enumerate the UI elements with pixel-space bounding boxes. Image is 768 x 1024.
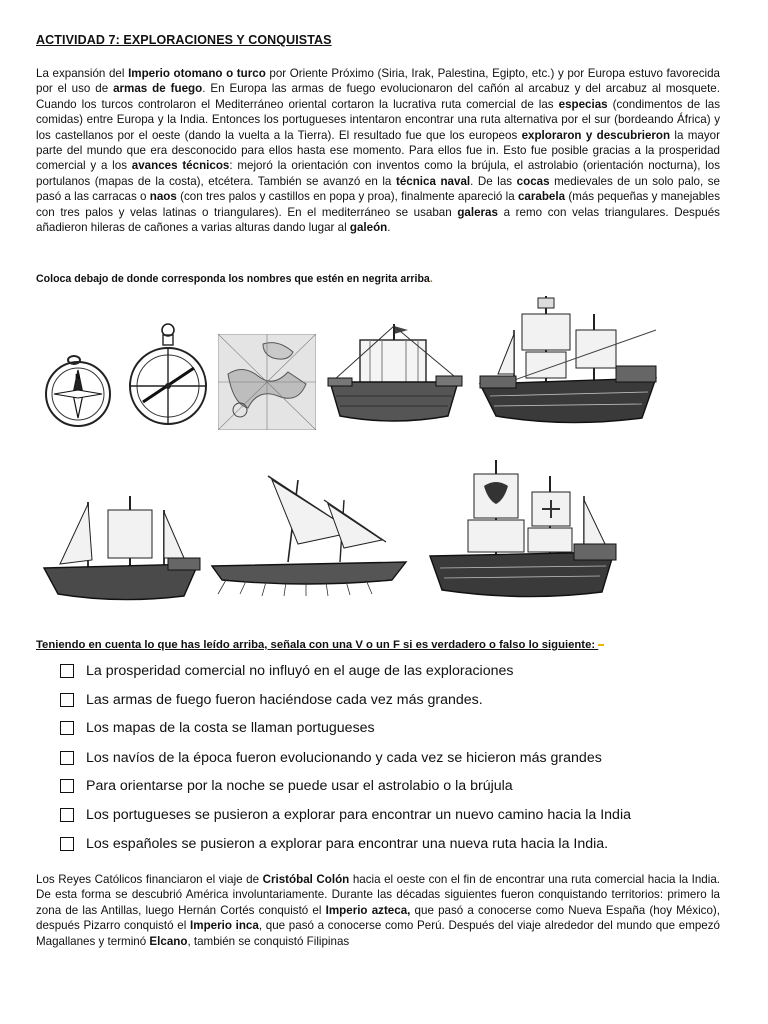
bold-term: especias <box>558 97 608 111</box>
bold-term: Imperio inca <box>190 919 259 933</box>
answer-checkbox[interactable] <box>60 693 74 707</box>
text-run: . De las <box>470 174 517 188</box>
question-item <box>60 747 602 769</box>
text-run: , que pasó a conocerse como Perú. Después del viaje alrededor del mundo que empezó Magallanes y terminó <box>36 919 720 948</box>
instruction-period: . <box>429 273 433 285</box>
text-run: la mayor parte del mundo que era desconocido para ellos hasta ese momento. Para ellos fue in. Esto fue posible gracias a la prosperidad comercial y a los <box>36 128 720 173</box>
text-run: : mejoró la orientación con inventos como la brújula, el astrolabio (orientación nocturna), los portulanos (mapas de la costa), etcétera. También se avanzó en la <box>36 159 721 188</box>
intro-paragraph <box>36 66 720 235</box>
answer-checkbox[interactable] <box>60 751 74 765</box>
compass-image <box>40 352 118 430</box>
bold-term: galeón <box>349 221 388 235</box>
text-run: La expansión del <box>36 67 129 80</box>
question-item <box>60 833 608 855</box>
text-run: (con tres palos y castillos en popa y proa), finalmente apareció la <box>176 190 518 204</box>
bold-term: exploraron y descubrieron <box>521 128 671 142</box>
question-item <box>60 804 631 826</box>
text-run: hacia el oeste con el fin de encontrar una ruta comercial hacia la India. De esta forma se descubrió América involuntariamente. Durante las décadas siguientes fueron conquistando territorios: primero la zona de las Antillas, luego Hernán Cortés conquistó el <box>36 873 720 917</box>
bold-term: galeras <box>457 205 498 219</box>
bold-term: avances técnicos <box>131 159 230 173</box>
answer-checkbox[interactable] <box>60 837 74 851</box>
question-item <box>60 717 375 739</box>
bold-term: Cristóbal Colón <box>262 873 350 886</box>
bold-term: Imperio azteca, <box>325 903 411 917</box>
question-text: Las armas de fuego fueron haciéndose cada vez más grandes. <box>86 692 483 708</box>
question-text: Los españoles se pusieron a explorar para encontrar una nueva ruta hacia la India. <box>86 836 609 852</box>
text-run: (condimentos de las comidas) entre Europa y la India. Entonces los portugueses intentaron encontrar una ruta alternativa por el sur (bordeando África) y los castellanos por el oeste (dando la vuelta a la Tierra). El resultado fue que los europeos <box>36 97 720 142</box>
questions-heading <box>36 639 604 651</box>
text-run: , también se conquistó Filipinas <box>187 934 350 948</box>
answer-checkbox[interactable] <box>60 779 74 793</box>
bold-term: técnica naval <box>395 174 471 188</box>
text-run: por Oriente Próximo (Siria, Irak, Palestina, Egipto, etc.) y por Europa estuvo favorecida por el uso de <box>36 67 720 96</box>
questions-heading-text: Teniendo en cuenta lo que has leído arriba, señala con una V o un F si es verdadero o falso lo siguiente: <box>36 639 596 651</box>
text-run: . En Europa las armas de fuego evolucionaron del cañón al arcabuz y del arcabuz al mosquete. Cuando los turcos controlaron el Mediterráneo oriental cortaron la lucrativa ruta comercial de las <box>36 82 720 111</box>
text-run: Los Reyes Católicos financiaron el viaje de <box>36 873 263 886</box>
galleon-ship-image <box>424 456 620 602</box>
instruction-text <box>36 273 433 285</box>
cog-ship-image <box>324 316 464 430</box>
closing-paragraph <box>36 872 720 949</box>
answer-checkbox[interactable] <box>60 664 74 678</box>
question-text: Los mapas de la costa se llaman portugueses <box>86 720 375 736</box>
question-item <box>60 689 483 711</box>
question-item <box>60 660 513 682</box>
bold-term: armas de fuego <box>113 82 203 96</box>
question-text: Los navíos de la época fueron evolucionando y cada vez se hicieron más grandes <box>86 750 602 766</box>
svg-text:N: N <box>75 373 81 381</box>
bold-term: naos <box>149 190 177 204</box>
page-title: ACTIVIDAD 7: EXPLORACIONES Y CONQUISTAS <box>36 33 332 47</box>
text-run: . <box>387 221 391 235</box>
astrolabe-image <box>128 322 208 430</box>
question-text: Para orientarse por la noche se puede usar el astrolabio o la brújula <box>86 778 513 794</box>
bold-term: carabela <box>517 190 566 204</box>
instruction-label: Coloca debajo de donde corresponda los nombres que estén en negrita arriba <box>36 273 430 285</box>
answer-checkbox[interactable] <box>60 808 74 822</box>
bold-term: Elcano <box>149 934 188 948</box>
galley-ship-image <box>206 470 412 602</box>
text-run: (más pequeñas y manejables con tres palos y velas latinas o triangulares). En el mediterráneo se usaban <box>36 190 720 219</box>
bold-term: Imperio otomano o turco <box>128 67 266 80</box>
carrack-ship-image <box>476 290 660 430</box>
portolan-map-image <box>218 334 316 430</box>
question-item <box>60 775 513 797</box>
answer-checkbox[interactable] <box>60 721 74 735</box>
highlight-mark <box>598 644 604 646</box>
question-text: Los portugueses se pusieron a explorar para encontrar un nuevo camino hacia la India <box>86 807 631 823</box>
text-run: que pasó a conocerse como Nueva España (hoy México), después Pizarro conquistó el <box>36 903 720 933</box>
bold-term: cocas <box>516 174 550 188</box>
text-run: a remo con velas triangulares. Después añadieron hileras de cañones a varias alturas dando lugar al <box>36 205 720 235</box>
question-text: La prosperidad comercial no influyó en el auge de las exploraciones <box>86 663 514 679</box>
text-run: medievales de un solo palo, se pasó a las carracas o <box>36 174 720 204</box>
caravel-ship-image <box>38 488 204 602</box>
